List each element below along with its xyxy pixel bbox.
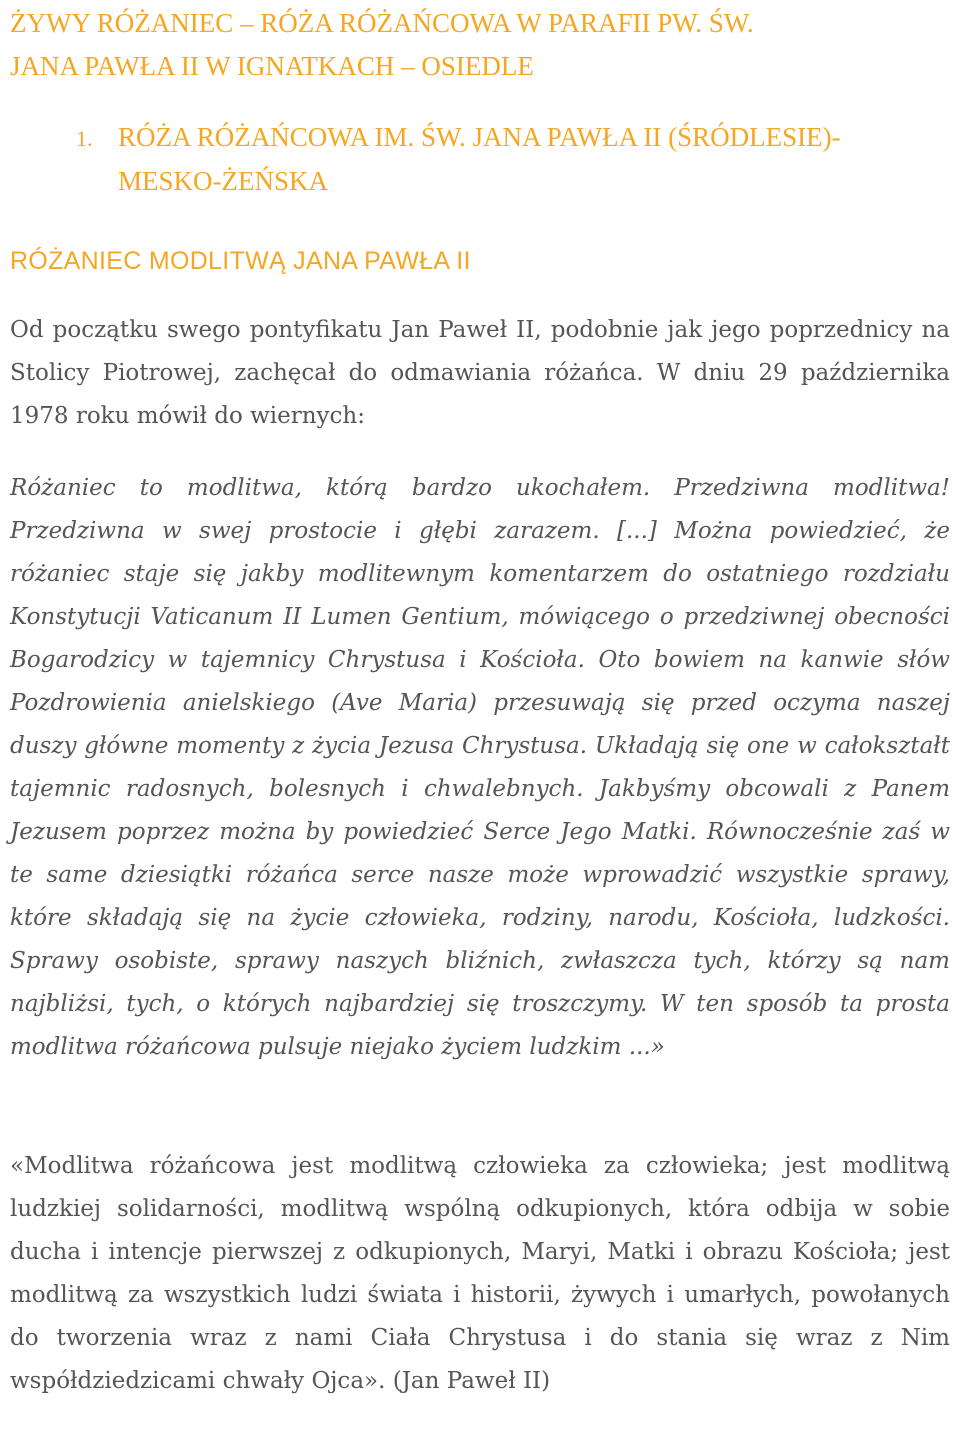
subsection-title-line1: [10, 116, 950, 160]
quote-text: Różaniec to modlitwa, którą bardzo ukochałem. Przedziwna modlitwa! Przedziwna w swej prostocie i głębi zarazem. [...] Można powiedzieć, że różaniec staje się jakby modlitewnym komentarzem do ostatniego rozdziału Konstytucji Vaticanum II Lumen Gentium, mówiącego o przedziwnej obecności Bogarodzicy w tajemnicy Chrystusa i Kościoła. Oto bowiem na kanwie słów Pozdrowienia anielskiego (Ave Maria) przesuwają się przed oczyma naszej duszy główne momenty z życia Jezusa Chrystusa. Układają się one w całokształt tajemnic radosnych, bolesnych i chwalebnych. Jakbyśmy obcowali z Panem Jezusem poprzez można by powiedzieć Serce Jego Matki. Równocześnie zaś w te same dziesiątki różańca serce nasze może wprowadzić wszystkie sprawy, które składają się na życie człowieka, rodziny, narodu, Kościoła, ludzkości. Sprawy osobiste, sprawy naszych bliźnich, zwłaszcza tych, którzy są nam najbliżsi, tych, o których najbardziej się troszczymy. W ten sposób ta prosta modlitwa różańcowa pulsuje niejako życiem ludzkim ...»: [10, 475, 950, 1060]
intro-paragraph: [10, 309, 950, 438]
subsection-title-line2: MESKO-ŻEŃSKA: [118, 166, 329, 196]
intro-text: Od początku swego pontyfikatu Jan Paweł II, podobnie jak jego poprzednicy na Stolicy Piotrowej, zachęcał do odmawiania różańca. W dniu 29 października 1978 roku mówił do wiernych:: [10, 317, 950, 429]
document-title: [10, 2, 950, 88]
closing-text: «Modlitwa różańcowa jest modlitwą człowieka za człowieka; jest modlitwą ludzkiej solidarności, modlitwą wspólną odkupionych, która odbija w sobie ducha i intencje pierwszej z odkupionych, Maryi, Matki i obrazu Kościoła; jest modlitwą za wszystkich ludzi świata i historii, żywych i umarłych, powołanych do tworzenia wraz z nami Ciała Chrystusa i do stania się wraz z Nim współdziedzicami chwały Ojca». (Jan Paweł II): [10, 1153, 950, 1394]
section-heading: RÓŻANIEC MODLITWĄ JANA PAWŁA II: [10, 247, 471, 275]
subsection-title-text: RÓŻA RÓŻAŃCOWA IM. ŚW. JANA PAWŁA II (ŚRÓDLESIE)-: [118, 122, 841, 152]
document-title-line1: ŻYWY RÓŻANIEC – RÓŻA RÓŻAŃCOWA W PARAFII PW. ŚW.: [10, 8, 754, 38]
closing-paragraph: [10, 1145, 950, 1403]
quote-paragraph: [10, 467, 950, 1069]
subsection-number: 1.: [76, 126, 93, 151]
subsection-title: [10, 116, 950, 203]
document-title-line2: JANA PAWŁA II W IGNATKACH – OSIEDLE: [10, 51, 534, 81]
